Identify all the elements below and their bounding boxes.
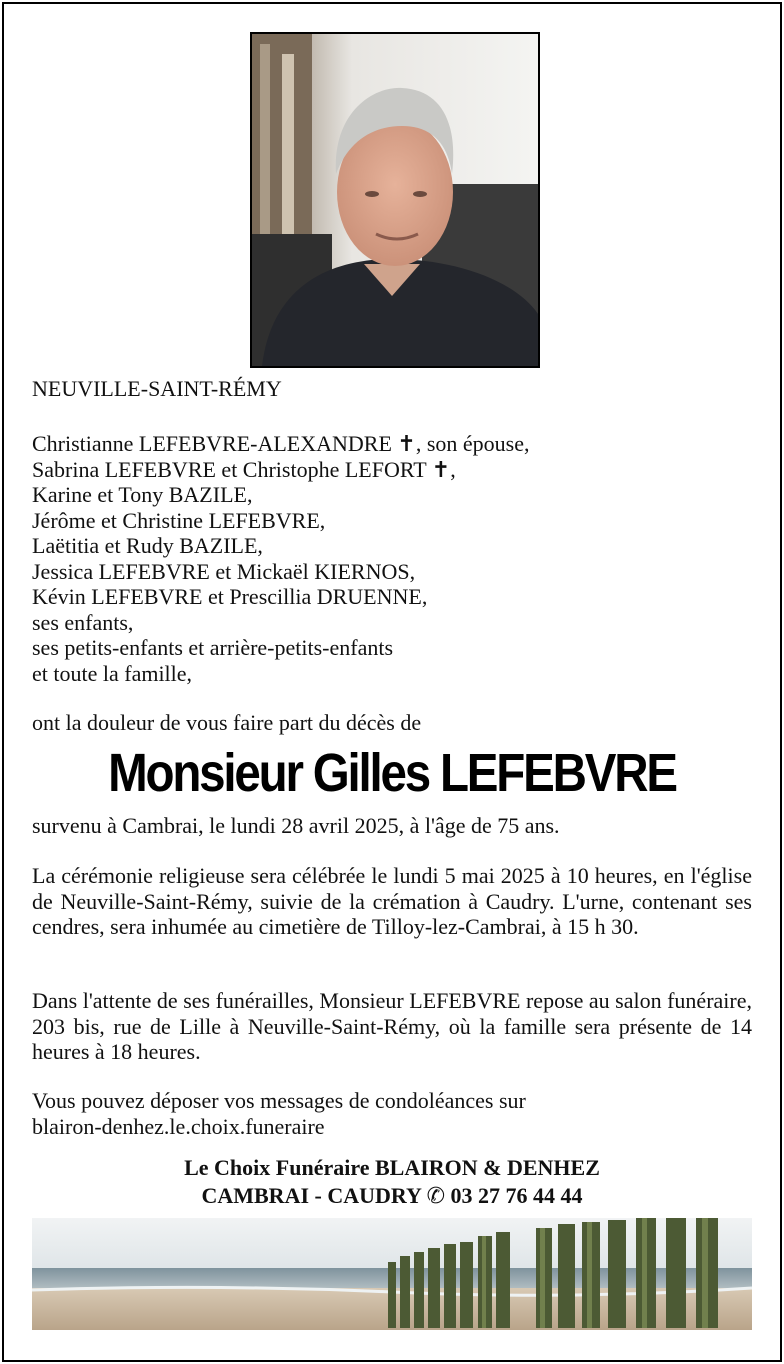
portrait-photo: [250, 32, 540, 368]
family-line: Laëtitia et Rudy BAZILE,: [32, 533, 263, 558]
family-line: Jérôme et Christine LEFEBVRE,: [32, 507, 326, 533]
family-relation: , son épouse,: [415, 431, 530, 456]
cross-icon: ✝: [397, 432, 416, 457]
condolences-url: blairon-denhez.le.choix.funeraire: [32, 1113, 325, 1139]
funeral-home-contact: [0, 1182, 784, 1211]
family-member: Christianne LEFEBVRE-ALEXANDRE: [32, 431, 392, 456]
phone-icon: ✆: [426, 1184, 446, 1209]
beach-image: [32, 1218, 752, 1330]
family-line: [32, 457, 456, 484]
family-line: Kévin LEFEBVRE et Prescillia DRUENNE,: [32, 584, 428, 609]
family-line: ses enfants,: [32, 609, 134, 635]
deceased-name: Monsieur Gilles LEFEBVRE: [108, 743, 676, 803]
announcement-text: ont la douleur de vous faire part du décès de: [32, 710, 422, 735]
portrait-image: [252, 34, 538, 366]
family-member: Sabrina LEFEBVRE et Christophe LEFORT: [32, 456, 427, 482]
family-line: [32, 431, 530, 458]
family-relation: ,: [450, 456, 456, 482]
condolences-text: Vous pouvez déposer vos messages de condoléances sur: [32, 1088, 526, 1113]
death-details: survenu à Cambrai, le lundi 28 avril 2025, à l'âge de 75 ans.: [32, 813, 560, 838]
cross-icon: ✝: [431, 457, 451, 483]
location-heading: NEUVILLE-SAINT-RÉMY: [32, 376, 282, 401]
family-line: et toute la famille,: [32, 660, 193, 686]
ceremony-paragraph: La cérémonie religieuse sera célébrée le lundi 5 mai 2025 à 10 heures, en l'église de Neuville-Saint-Rémy, suivie de la crémation à Caudry. L'urne, contenant ses cendres, sera inhumée au cimetière de Tilloy-lez-Cambrai, à 15 h 30.: [32, 863, 752, 939]
family-line: Jessica LEFEBVRE et Mickaël KIERNOS,: [32, 558, 416, 584]
family-line: Karine et Tony BAZILE,: [32, 482, 253, 507]
funeral-home-city: CAMBRAI - CAUDRY: [201, 1183, 422, 1208]
funeral-home-phone: 03 27 76 44 44: [450, 1183, 583, 1208]
funeral-home-name: Le Choix Funéraire BLAIRON & DENHEZ: [184, 1155, 600, 1180]
visitation-paragraph: Dans l'attente de ses funérailles, Monsieur LEFEBVRE repose au salon funéraire, 203 bis, rue de Lille à Neuville-Saint-Rémy, où la famille sera présente de 14 heures à 18 heures.: [32, 988, 752, 1064]
family-line: ses petits-enfants et arrière-petits-enfants: [32, 635, 394, 660]
beach-banner-image: [32, 1218, 752, 1330]
